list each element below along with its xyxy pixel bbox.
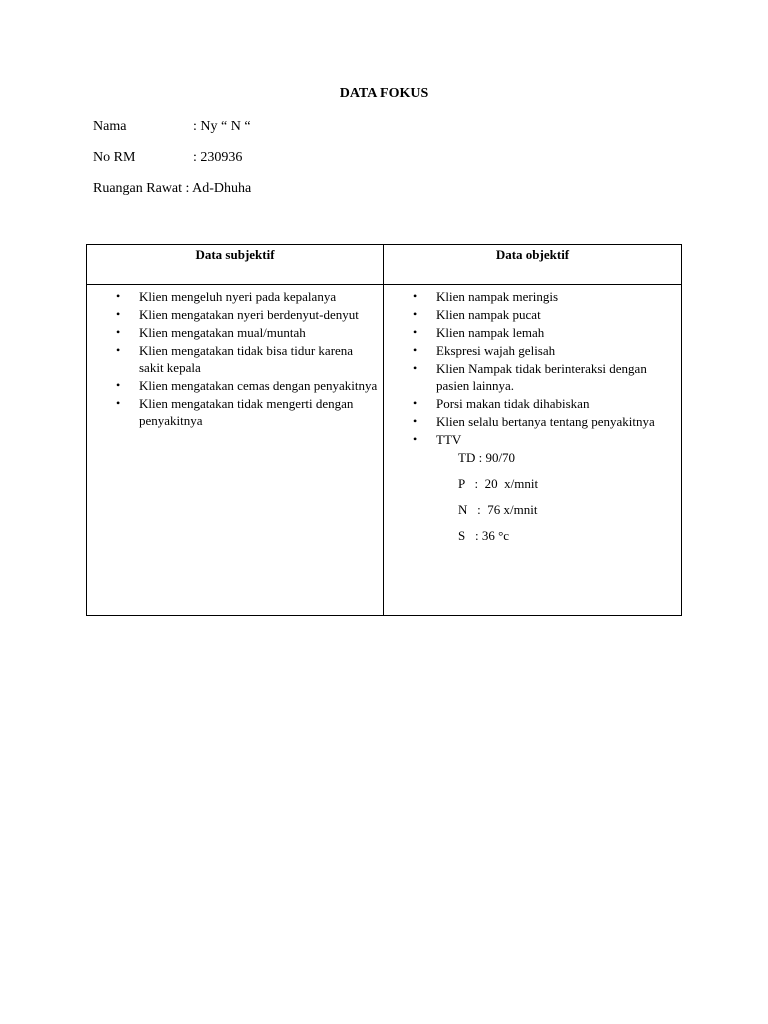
focus-data-table xyxy=(86,244,682,616)
list-item: • Ekspresi wajah gelisah xyxy=(413,343,556,358)
list-item: • Klien nampak lemah xyxy=(413,325,545,340)
patient-name-label: Nama xyxy=(93,119,127,134)
vital-sign-td: TD : 90/70 xyxy=(458,450,516,465)
objective-list xyxy=(384,285,681,448)
objective-header: Data objektif xyxy=(384,245,682,285)
list-item: • Porsi makan tidak dihabiskan xyxy=(413,396,590,411)
objective-cell xyxy=(384,285,682,616)
bullet-icon: • xyxy=(413,325,418,339)
list-item: • TTV xyxy=(413,432,462,447)
subjective-header: Data subjektif xyxy=(87,245,384,285)
bullet-icon: • xyxy=(413,361,418,375)
medical-record-label: No RM xyxy=(93,150,136,165)
vital-sign-s: S : 36 °c xyxy=(458,528,510,543)
bullet-icon: • xyxy=(413,289,418,303)
vital-sign-p: P : 20 x/mnit xyxy=(458,476,539,491)
ward-value: : Ad-Dhuha xyxy=(185,181,252,196)
table-header-row xyxy=(87,245,682,285)
bullet-icon: • xyxy=(413,432,418,446)
list-item: • Klien mengatakan nyeri berdenyut-denyut xyxy=(116,307,359,322)
bullet-icon: • xyxy=(116,325,121,339)
bullet-icon: • xyxy=(116,289,121,303)
subjective-cell xyxy=(87,285,384,616)
subjective-list xyxy=(87,285,383,429)
list-item: • Klien selalu bertanya tentang penyakitnya xyxy=(413,414,655,429)
bullet-icon: • xyxy=(116,378,121,392)
ward-row xyxy=(93,181,251,197)
ward-label: Ruangan Rawat xyxy=(93,181,183,196)
list-item: • Klien mengeluh nyeri pada kepalanya xyxy=(116,289,337,304)
table-body-row xyxy=(87,285,682,616)
list-item: • Klien nampak meringis xyxy=(413,289,559,304)
bullet-icon: • xyxy=(413,307,418,321)
list-item: • Klien nampak pucat xyxy=(413,307,541,322)
list-item: • Klien Nampak tidak berinteraksi dengan pasien lainnya. xyxy=(413,361,647,393)
bullet-icon: • xyxy=(413,343,418,357)
list-item: • Klien mengatakan cemas dengan penyakitnya xyxy=(116,378,378,393)
medical-record-row xyxy=(93,150,242,166)
medical-record-value: : 230936 xyxy=(193,150,243,165)
bullet-icon: • xyxy=(413,396,418,410)
bullet-icon: • xyxy=(116,396,121,410)
bullet-icon: • xyxy=(413,414,418,428)
page-title: DATA FOKUS xyxy=(339,86,429,101)
list-item: • Klien mengatakan mual/muntah xyxy=(116,325,306,340)
vital-sign-n: N : 76 x/mnit xyxy=(458,502,538,517)
bullet-icon: • xyxy=(116,343,121,357)
list-item: • Klien mengatakan tidak bisa tidur karena sakit kepala xyxy=(116,343,354,375)
patient-name-row xyxy=(93,119,251,135)
list-item: • Klien mengatakan tidak mengerti dengan penyakitnya xyxy=(116,396,354,428)
vital-signs-block xyxy=(384,449,681,553)
bullet-icon: • xyxy=(116,307,121,321)
patient-name-value: : Ny “ N “ xyxy=(193,119,251,134)
